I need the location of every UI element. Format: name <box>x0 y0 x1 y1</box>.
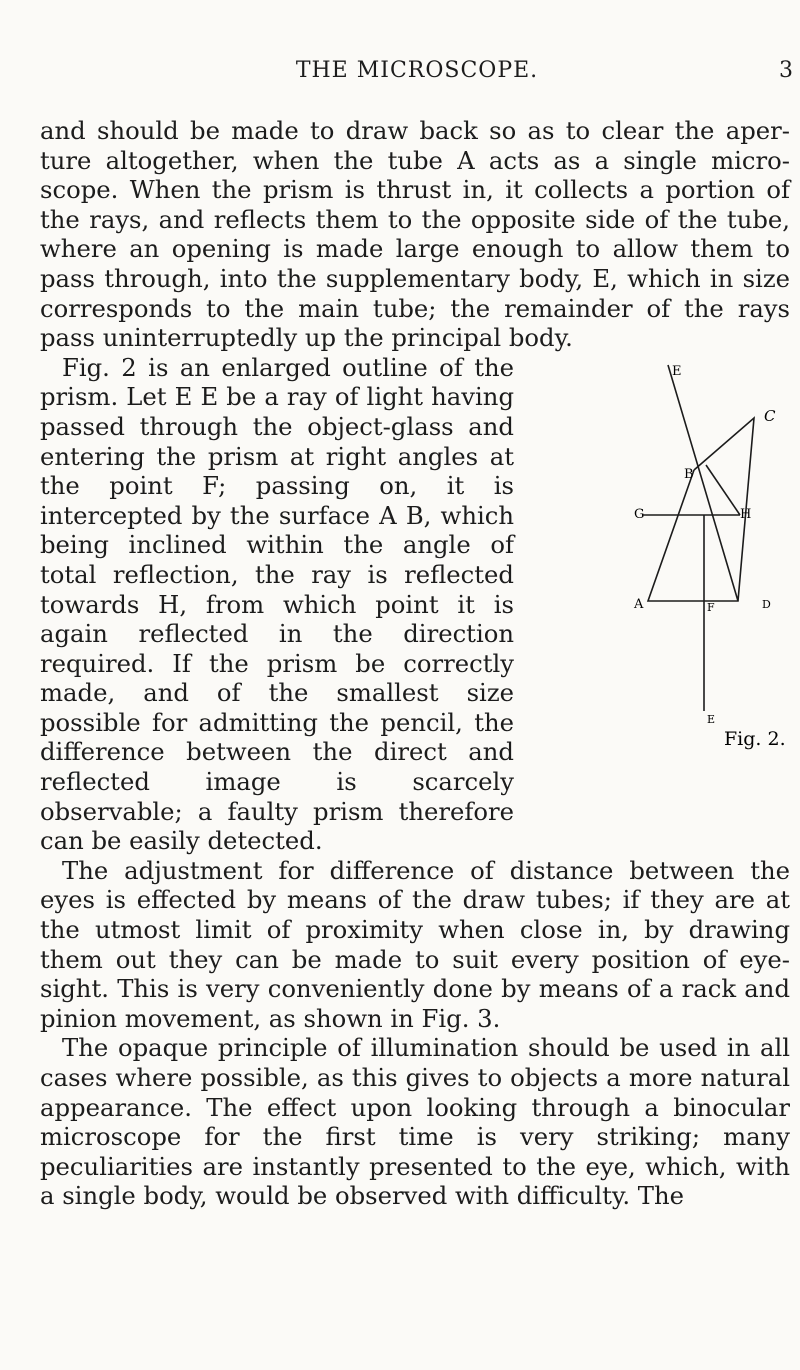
label-e-bottom: E <box>707 712 716 726</box>
label-c: C <box>764 406 776 425</box>
label-d: D <box>762 597 771 611</box>
label-a: A <box>634 596 644 612</box>
page-number: 3 <box>779 58 794 83</box>
label-e-top: E <box>672 363 682 379</box>
figure-caption: Fig. 2. <box>724 727 786 750</box>
running-header <box>40 58 794 92</box>
label-f: F <box>707 600 715 614</box>
paragraph-1: and should be made to draw back so as to clear the aperture altogether, when the tube A acts as a single microscope. When the prism is thrust in, it collects a portion of the rays, and reflects them to the opposite side of the tube, where an opening is made large enough to allow them to pass through, into the supplementary body, E, which in size corresponds to the main tube; the remainder of the rays pass uninterruptedly up the principal body. <box>40 116 790 353</box>
prism-outline <box>648 418 754 601</box>
paragraph-4: The opaque principle of illumination should be used in all cases where possible, as this gives to objects a more natural appearance. The effect upon looking through a binocular microscope for the first time is very striking; many peculiarities are instantly presented to the eye, which, with a single body, would be observed with difficulty. The <box>40 1033 790 1211</box>
label-b: B <box>684 466 694 482</box>
running-title: THE MICROSCOPE. <box>295 58 539 83</box>
paragraph-3: The adjustment for difference of distance between the eyes is effected by means of the draw tubes; if they are at the utmost limit of proximity when close in, by drawing them out they can be made to suit every position of eyesight. This is very conveniently done by means of a rack and pinion movement, as shown in Fig. 3. <box>40 855 790 1033</box>
label-h: H <box>740 506 752 522</box>
paragraph-2: Fig. 2 is an enlarged outline of the prism. Let E E be a ray of light having passed through the object-glass and entering the prism at right angles at the point F; passing on, it is intercepted by the surface A B, which being inclined within the angle of total reflection, the ray is reflected towards H, from which point it is again reflected in the direction required. If the prism be correctly made, and of the smallest size possible for admitting the pencil, the difference between the direct and reflected image is scarcely observable; a faulty prism therefore can be easily detected. <box>40 352 514 856</box>
text-body <box>40 116 790 1211</box>
prism-diagram <box>524 355 790 799</box>
prism-figure <box>524 355 790 799</box>
ray-line-incoming <box>668 365 738 601</box>
label-g: G <box>634 506 645 522</box>
